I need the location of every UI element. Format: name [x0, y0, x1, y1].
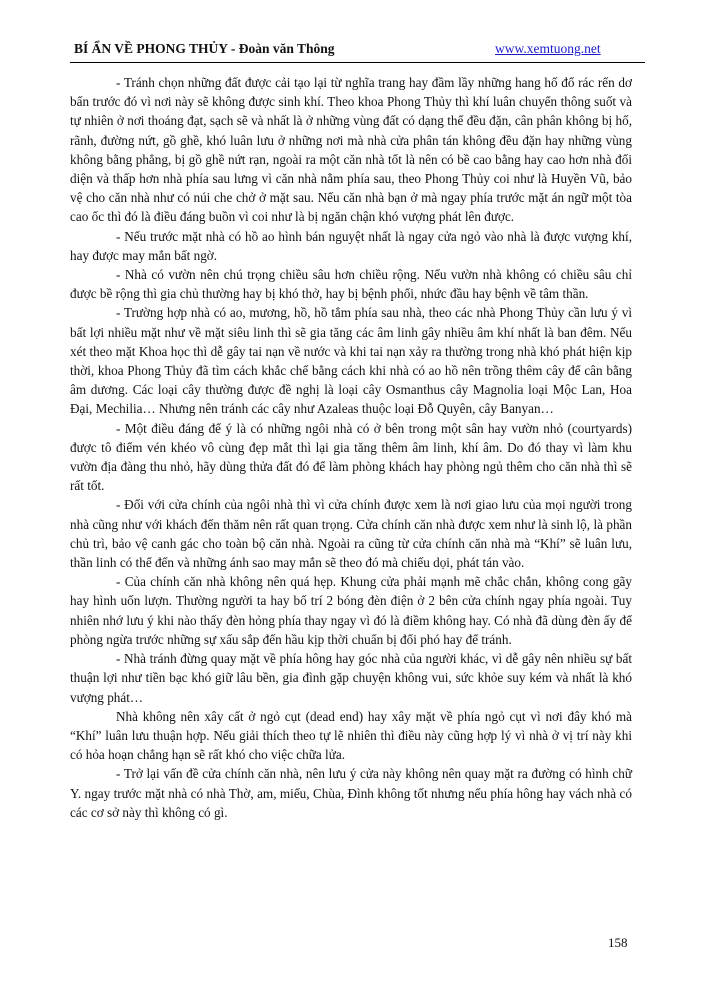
- paragraph: - Một điều đáng để ý là có những ngôi nhà có ở bên trong một sân hay vườn nhỏ (courtyards) được tô điểm vén khéo vô cùng đẹp mắt thì lại gia tăng thêm âm linh, khí âm. Do đó thay vì làm khu vườn địa đàng thu nhỏ, hãy dùng thửa đất đó để làm phòng khách hay phòng ngủ thêm cho căn nhà thì sẽ rất tốt.: [70, 420, 632, 494]
- paragraph: - Nhà tránh đừng quay mặt về phía hông hay góc nhà của người khác, vì dễ gây nên nhiều sự bất thuận lợi như tiền bạc khó giữ lâu bền, gia đình gặp chuyện không vui, sức khỏe suy kém và nhất là khó vượng phát…: [70, 651, 632, 705]
- paragraph: - Đối với cửa chính của ngôi nhà thì vì cửa chính được xem là nơi giao lưu của mọi người trong nhà cũng như với khách đến thăm nên rất quan trọng. Cửa chính căn nhà được xem như là sinh lộ, là phần chủ trì, bảo vệ canh gác cho toàn bộ căn nhà. Ngoài ra cũng từ cửa chính căn nhà mà “Khí” sẽ luân lưu, thần linh có thể đến và những ánh sao may mắn sẽ theo đó mà chiếu dọi, phát tán vào.: [70, 497, 632, 571]
- paragraph: - Nhà có vườn nên chú trọng chiều sâu hơn chiều rộng. Nếu vườn nhà không có chiều sâu chỉ được bề rộng thì gia chủ thường hay bị khó thở, hay bị bệnh phổi, nhức đầu hay bệnh về tâm thần.: [70, 267, 632, 302]
- paragraph: - Trường hợp nhà có ao, mương, hồ, hồ tắm phía sau nhà, theo các nhà Phong Thủy cần lưu ý vì bất lợi nhiều mặt như về mặt siêu linh thì sẽ gia tăng các âm linh gây nhiều âm khí nhất là ban đêm. Nếu xét theo mặt Khoa học thì dễ gây tai nạn về nước và khi tai nạn xảy ra thường trong nhà khó phát hiện kịp thời, khoa Phong Thủy đã tìm cách khắc chế bằng cách khi nhà có ao hồ nên trồng thêm cây để cân bằng âm dương. Các loại cây thường được đề nghị là loại cây Osmanthus cây Magnolia loại Mộc Lan, Hoa Đại, Mechilia… Nhưng nên tránh các cây như Azaleas thuộc loại Đỗ Quyên, cây Banyan…: [70, 305, 632, 417]
- paragraph: - Tránh chọn những đất được cải tạo lại từ nghĩa trang hay đầm lầy những hang hố đổ rác rến dơ bẩn trước đó vì nơi này sẽ không được sinh khí. Theo khoa Phong Thủy thì khí luân chuyển thông suốt và tự nhiên ở nơi thoáng đạt, sạch sẽ và nhất là ở những vùng đất có dạng thể đều đặn, cân phân không bị hố, rãnh, đường nứt, gồ ghề, khó luân lưu ở những nơi mà nhà cửa phân tán không đều đặn hay những vùng không bằng phẳng, bị gồ ghề nứt rạn, ngoài ra một căn nhà tốt là nên có bề cao bằng hay cao hơn nhà đối diện và thấp hơn nhà phía sau lưng vì căn nhà nằm phía sau, theo Phong Thủy coi như là Huyền Vũ, bảo vệ cho căn nhà như có núi che chở ở mặt sau. Nếu căn nhà bạn ở mà ngay phía trước mặt án ngữ một tòa cao ốc thì đó là điều đáng buồn vì coi như là bị ngăn chận khó vượng phát lên được.: [70, 75, 632, 225]
- paragraph: - Nếu trước mặt nhà có hồ ao hình bán nguyệt nhất là ngay cửa ngỏ vào nhà là được vượng khí, hay được may mắn bất ngờ.: [70, 228, 632, 263]
- paragraph: - Của chính căn nhà không nên quá hẹp. Khung cửa phải mạnh mẽ chắc chắn, không cong gãy hay hình uốn lượn. Thường người ta hay bố trí 2 bóng đèn điện ở 2 bên cửa chính ngay phía ngoài. Tuy nhiên nhớ lưu ý khi nào thấy đèn hỏng phía thay ngay vì đó là điềm không hay. Có nhà đã dùng đèn ấy để phòng ngừa trước những sự xấu sắp đến hầu kịp thời chuẩn bị đối phó hay để tránh.: [70, 574, 632, 647]
- body-text: [70, 73, 632, 822]
- header-title: BÍ ẨN VỀ PHONG THỦY - Đoàn văn Thông: [74, 41, 335, 56]
- paragraph: - Trở lại vấn đề cửa chính căn nhà, nên lưu ý cửa này không nên quay mặt ra đường có hình chữ Y. ngay trước mặt nhà có nhà Thờ, am, miếu, Chùa, Đình không tốt nhưng nếu phía hông hay vách nhà có các cơ sở này thì không có gì.: [70, 766, 632, 820]
- page-number: 158: [608, 935, 628, 950]
- paragraph: Nhà không nên xây cất ở ngỏ cụt (dead end) hay xây mặt về phía ngỏ cụt vì nơi đây khó mà “Khí” luân lưu thuận hợp. Nếu giải thích theo tự lẽ nhiên thì điều này cũng hợp lý vì nhà ở vị trí này khi có hỏa hoạn chẳng hạn sẽ rất khó cho việc chữa lửa.: [70, 708, 632, 763]
- website-link[interactable]: www.xemtuong.net: [495, 41, 601, 56]
- page-header: [70, 38, 645, 63]
